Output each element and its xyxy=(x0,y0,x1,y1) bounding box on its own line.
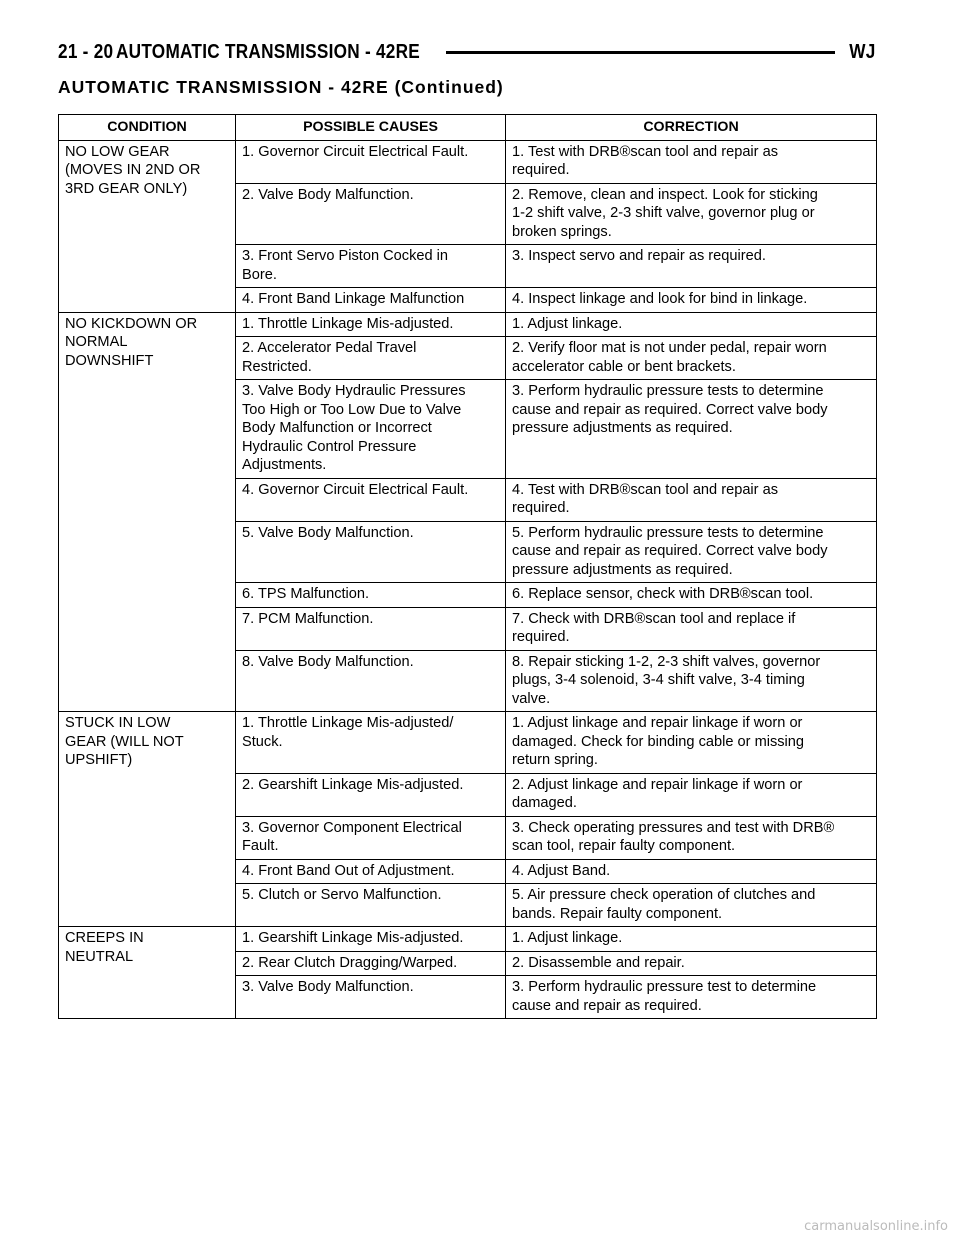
correction-cell: 3. Perform hydraulic pressure tests to determine cause and repair as required. Correct valve body pressure adjustments as required. xyxy=(506,380,877,479)
cause-cell: 3. Front Servo Piston Cocked in Bore. xyxy=(236,245,506,288)
cause-cell: 8. Valve Body Malfunction. xyxy=(236,650,506,712)
correction-cell: 3. Inspect servo and repair as required. xyxy=(506,245,877,288)
cause-cell: 1. Governor Circuit Electrical Fault. xyxy=(236,140,506,183)
cause-cell: 2. Accelerator Pedal Travel Restricted. xyxy=(236,337,506,380)
table-row xyxy=(59,712,877,774)
column-header-condition: CONDITION xyxy=(59,115,236,141)
cause-cell: 3. Governor Component Electrical Fault. xyxy=(236,816,506,859)
correction-cell: 7. Check with DRB®scan tool and replace if required. xyxy=(506,607,877,650)
table-row xyxy=(59,927,877,952)
correction-cell: 4. Inspect linkage and look for bind in linkage. xyxy=(506,288,877,313)
table-body xyxy=(59,140,877,1019)
cause-cell: 4. Front Band Out of Adjustment. xyxy=(236,859,506,884)
correction-cell: 5. Air pressure check operation of clutches and bands. Repair faulty component. xyxy=(506,884,877,927)
column-header-correction: CORRECTION xyxy=(506,115,877,141)
header-title: AUTOMATIC TRANSMISSION - 42RE xyxy=(116,40,421,63)
cause-cell: 1. Throttle Linkage Mis-adjusted/ Stuck. xyxy=(236,712,506,774)
cause-cell: 5. Valve Body Malfunction. xyxy=(236,521,506,583)
column-header-causes: POSSIBLE CAUSES xyxy=(236,115,506,141)
correction-cell: 1. Adjust linkage and repair linkage if worn or damaged. Check for binding cable or missing return spring. xyxy=(506,712,877,774)
table-row xyxy=(59,140,877,183)
correction-cell: 8. Repair sticking 1-2, 2-3 shift valves, governor plugs, 3-4 solenoid, 3-4 shift valve, 3-4 timing valve. xyxy=(506,650,877,712)
cause-cell: 2. Rear Clutch Dragging/Warped. xyxy=(236,951,506,976)
page-header xyxy=(58,38,876,66)
condition-cell: STUCK IN LOW GEAR (WILL NOT UPSHIFT) xyxy=(59,712,236,927)
cause-cell: 4. Governor Circuit Electrical Fault. xyxy=(236,478,506,521)
correction-cell: 4. Adjust Band. xyxy=(506,859,877,884)
correction-cell: 2. Verify floor mat is not under pedal, repair worn accelerator cable or bent brackets. xyxy=(506,337,877,380)
correction-cell: 2. Adjust linkage and repair linkage if worn or damaged. xyxy=(506,773,877,816)
cause-cell: 2. Gearshift Linkage Mis-adjusted. xyxy=(236,773,506,816)
condition-cell: CREEPS IN NEUTRAL xyxy=(59,927,236,1019)
correction-cell: 1. Adjust linkage. xyxy=(506,927,877,952)
correction-cell: 2. Disassemble and repair. xyxy=(506,951,877,976)
cause-cell: 4. Front Band Linkage Malfunction xyxy=(236,288,506,313)
cause-cell: 7. PCM Malfunction. xyxy=(236,607,506,650)
cause-cell: 6. TPS Malfunction. xyxy=(236,583,506,608)
condition-cell: NO KICKDOWN OR NORMAL DOWNSHIFT xyxy=(59,312,236,712)
header-rule xyxy=(446,51,835,54)
section-title: AUTOMATIC TRANSMISSION - 42RE (Continued) xyxy=(58,77,504,97)
correction-cell: 6. Replace sensor, check with DRB®scan tool. xyxy=(506,583,877,608)
cause-cell: 5. Clutch or Servo Malfunction. xyxy=(236,884,506,927)
cause-cell: 3. Valve Body Malfunction. xyxy=(236,976,506,1019)
model-code: WJ xyxy=(849,40,876,63)
correction-cell: 1. Adjust linkage. xyxy=(506,312,877,337)
correction-cell: 3. Perform hydraulic pressure test to determine cause and repair as required. xyxy=(506,976,877,1019)
cause-cell: 1. Throttle Linkage Mis-adjusted. xyxy=(236,312,506,337)
table-header-row xyxy=(59,115,877,141)
condition-cell: NO LOW GEAR (MOVES IN 2ND OR 3RD GEAR ONLY) xyxy=(59,140,236,312)
cause-cell: 2. Valve Body Malfunction. xyxy=(236,183,506,245)
table-row xyxy=(59,312,877,337)
correction-cell: 1. Test with DRB®scan tool and repair as required. xyxy=(506,140,877,183)
watermark: carmanualsonline.info xyxy=(804,1219,948,1234)
cause-cell: 3. Valve Body Hydraulic Pressures Too High or Too Low Due to Valve Body Malfunction or Incorrect Hydraulic Control Pressure Adjustments. xyxy=(236,380,506,479)
correction-cell: 2. Remove, clean and inspect. Look for sticking 1-2 shift valve, 2-3 shift valve, governor plug or broken springs. xyxy=(506,183,877,245)
cause-cell: 1. Gearshift Linkage Mis-adjusted. xyxy=(236,927,506,952)
correction-cell: 5. Perform hydraulic pressure tests to determine cause and repair as required. Correct valve body pressure adjustments as required. xyxy=(506,521,877,583)
diagnosis-table xyxy=(58,114,877,1019)
correction-cell: 3. Check operating pressures and test with DRB® scan tool, repair faulty component. xyxy=(506,816,877,859)
page-number: 21 - 20 xyxy=(58,40,114,63)
correction-cell: 4. Test with DRB®scan tool and repair as required. xyxy=(506,478,877,521)
